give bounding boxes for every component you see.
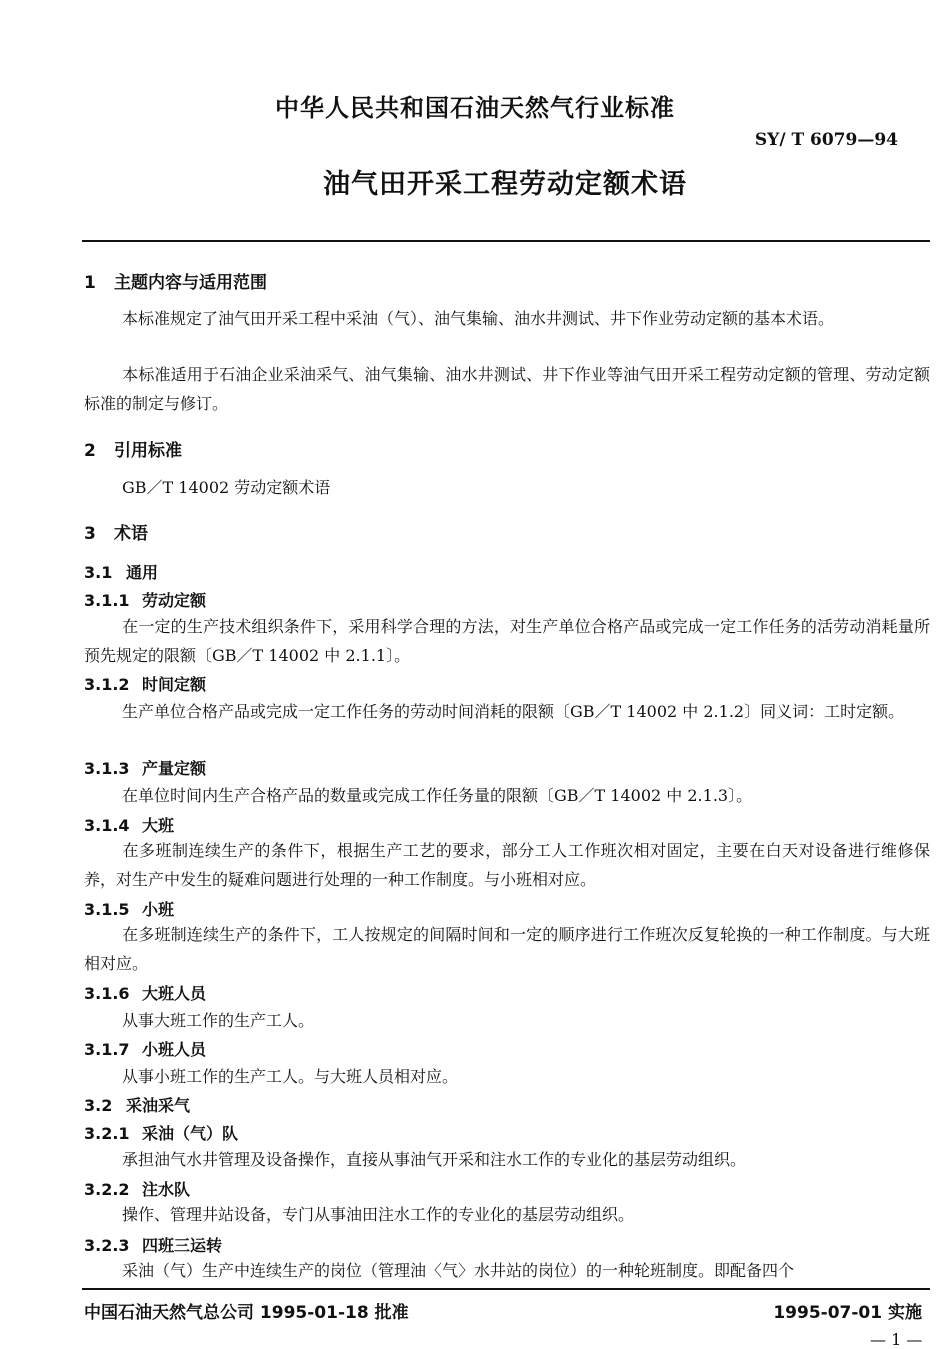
term-3-1-1-definition: 在一定的生产技术组织条件下，采用科学合理的方法，对生产单位合格产品或完成一定工作任务的活劳动消耗量所预先规定的限额〔GB／T 14002 中 2.1.1〕。 <box>84 617 930 665</box>
term-3-1-6-heading: 3.1.6 大班人员 <box>84 984 207 1003</box>
term-3-1-7-heading: 3.1.7 小班人员 <box>84 1040 207 1059</box>
term-3-1-3-heading: 3.1.3 产量定额 <box>84 759 207 778</box>
section-2-heading: 2 引用标准 <box>84 441 182 461</box>
term-3-1-2-definition: 生产单位合格产品或完成一定工作任务的劳动时间消耗的限额〔GB／T 14002 中 2.1.2〕同义词：工时定额。 <box>122 702 905 721</box>
term-3-2-3-definition: 采油（气）生产中连续生产的岗位（管理油〈气〉水井站的岗位）的一种轮班制度。即配备四个 <box>122 1261 795 1280</box>
implementation-date: 1995-07-01 实施 <box>773 1303 922 1323</box>
document-title: 油气田开采工程劳动定额术语 <box>323 169 687 200</box>
section-1-para-1: 本标准规定了油气田开采工程中采油（气）、油气集输、油水井测试、井下作业劳动定额的基本术语。 <box>122 309 835 328</box>
issuing-organization: 中华人民共和国石油天然气行业标准 <box>275 94 675 122</box>
term-3-1-3-definition: 在单位时间内生产合格产品的数量或完成工作任务量的限额〔GB／T 14002 中 2.1.3〕。 <box>122 786 753 805</box>
page-number: — 1 — <box>870 1330 923 1349</box>
term-3-1-6-definition: 从事大班工作的生产工人。 <box>122 1011 315 1030</box>
term-3-1-4-heading: 3.1.4 大班 <box>84 816 175 835</box>
section-1-heading: 1 主题内容与适用范围 <box>84 273 267 293</box>
title-divider <box>82 240 930 242</box>
term-3-2-3-heading: 3.2.3 四班三运转 <box>84 1236 223 1255</box>
term-3-2-1-heading: 3.2.1 采油（气）队 <box>84 1124 239 1143</box>
section-1-para-2: 本标准适用于石油企业采油采气、油气集输、油水井测试、井下作业等油气田开采工程劳动定额的管理、劳动定额标准的制定与修订。 <box>84 365 930 413</box>
section-3-heading: 3 术语 <box>84 524 148 544</box>
term-3-1-7-definition: 从事小班工作的生产工人。与大班人员相对应。 <box>122 1067 459 1086</box>
term-3-1-2-heading: 3.1.2 时间定额 <box>84 675 207 694</box>
approval-note: 中国石油天然气总公司 1995-01-18 批准 <box>84 1303 409 1323</box>
term-3-1-4-definition: 在多班制连续生产的条件下，根据生产工艺的要求，部分工人工作班次相对固定，主要在白天对设备进行维修保养，对生产中发生的疑难问题进行处理的一种工作制度。与小班相对应。 <box>84 841 930 889</box>
term-3-1-5-definition: 在多班制连续生产的条件下，工人按规定的间隔时间和一定的顺序进行工作班次反复轮换的一种工作制度。与大班相对应。 <box>84 925 930 973</box>
term-3-2-2-heading: 3.2.2 注水队 <box>84 1180 191 1199</box>
term-3-2-1-definition: 承担油气水井管理及设备操作，直接从事油气开采和注水工作的专业化的基层劳动组织。 <box>122 1150 747 1169</box>
section-3-1-heading: 3.1 通用 <box>84 563 159 582</box>
term-3-2-2-definition: 操作、管理井站设备，专门从事油田注水工作的专业化的基层劳动组织。 <box>122 1205 635 1224</box>
section-3-2-heading: 3.2 采油采气 <box>84 1096 191 1115</box>
term-3-1-5-heading: 3.1.5 小班 <box>84 900 175 919</box>
term-3-1-1-heading: 3.1.1 劳动定额 <box>84 591 207 610</box>
referenced-standard: GB／T 14002 劳动定额术语 <box>122 478 331 497</box>
footer-divider <box>82 1288 930 1290</box>
standard-code: SY/ T 6079—94 <box>754 130 898 150</box>
